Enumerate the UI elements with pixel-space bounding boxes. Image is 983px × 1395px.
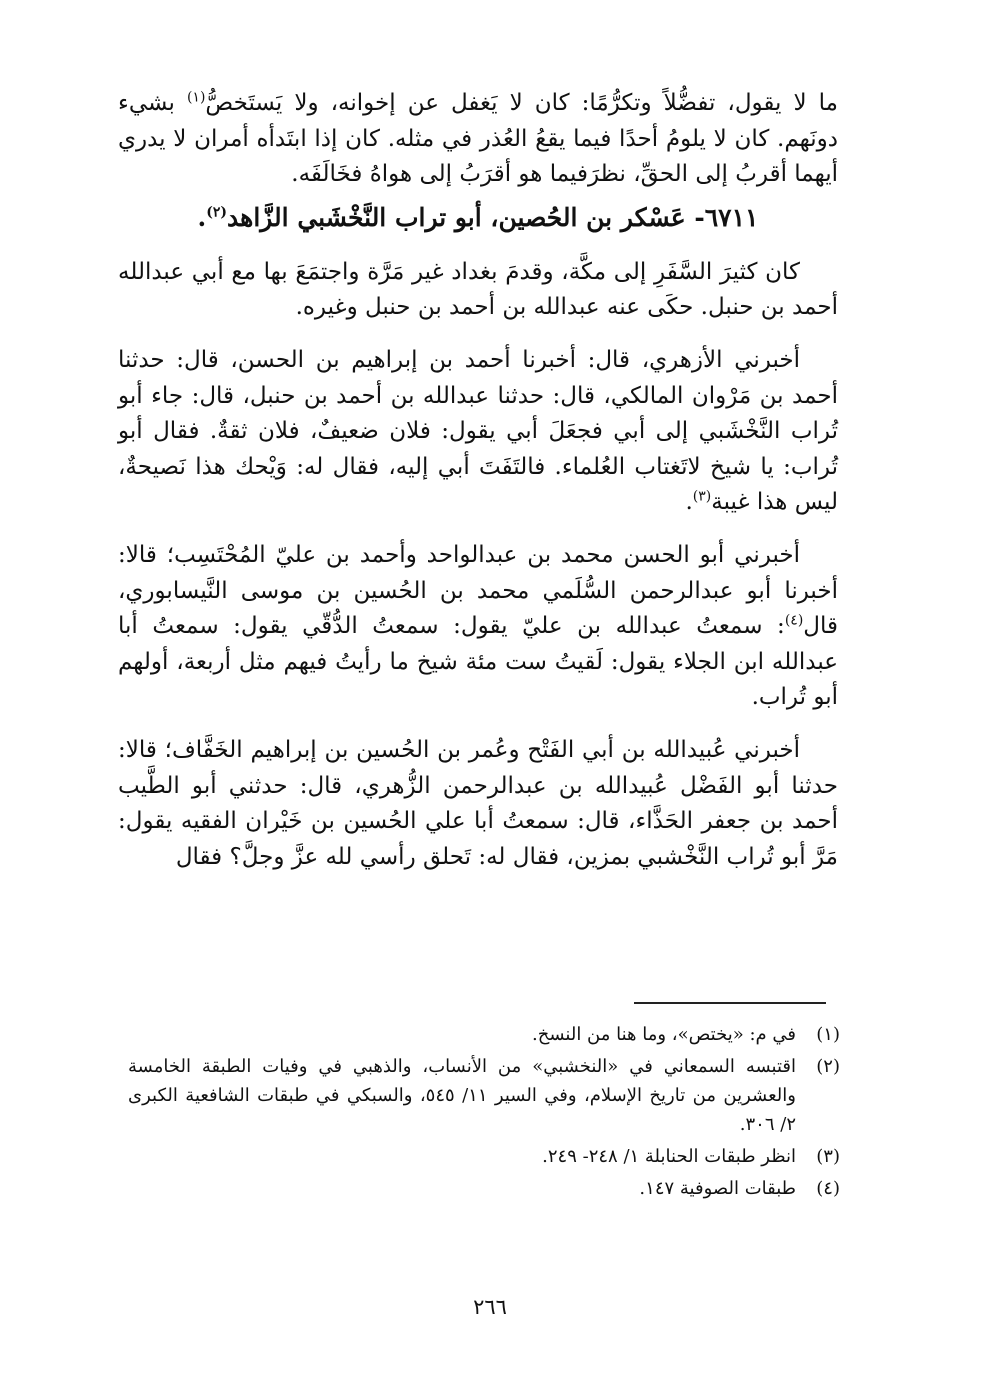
paragraph-4	[118, 538, 838, 716]
top-paragraph-rest: بشيء دونَهم. كان لا يلومُ أحدًا فيما يقعُ العُذر في مثله. كان إذا ابتَدأه أمران لا يدري أيهما أقربُ إلى الحقِّ، نظرَفيما هو أقرَبُ إلى هواهُ فخَالَفَه.	[118, 90, 838, 188]
footnote-2	[128, 1052, 840, 1139]
footnote-number: (٢)	[816, 1056, 840, 1077]
entry-title: ٦٧١١- عَسْكر بن الحُصين، أبو تراب النَّخْشَبي الزَّاهد$^{(٢)}$.	[197, 202, 759, 232]
footnote-ref-2: (٢)	[206, 204, 228, 221]
entry-title-text: ٦٧١١- عَسْكر بن الحُصين، أبو تراب النَّخْشَبي الزَّاهد	[227, 202, 759, 232]
footnote-ref-4: (٤)	[784, 612, 804, 629]
paragraph-4-text-a: أخبرني أبو الحسن محمد بن عبدالواحد وأحمد بن عليّ المُحْتَسِب؛ قالا: أخبرنا أبو عبدالرحمن السُّلَمي محمد بن الحُسين بن موسى النَّيسابوري، قال	[118, 541, 838, 640]
paragraph-3-text: أخبرني الأزهري، قال: أخبرنا أحمد بن إبراهيم بن الحسن، قال: حدثنا أحمد بن مَرْوان المالكي، قال: حدثنا عبدالله بن أحمد بن حنبل، قال: جاء أبو تُراب النَّخْشَبي إلى أبي فجعَلَ أبي يقول: فلان ضعيفٌ، فلان ثقةٌ. فقال أبو تُراب: يا شيخ لاتَغتاب العُلماء. فالتَفَتَ أبي إليه، فقال له: وَيْحك هذا نَصيحةٌ، ليس هذا غيبة	[118, 346, 838, 516]
top-paragraph-text: ما لا يقول، تفضُّلاً وتكرُّمًا: كان لا يَغفل عن إخوانه، ولا يَستَخصُّ	[205, 90, 838, 116]
paragraph-4-text-b: : سمعتُ عبدالله بن عليّ يقول: سمعتُ الدُّقّي يقول: سمعتُ أبا عبدالله ابن الجلاء يقول: لَقيتُ ست مئة شيخ ما رأيتُ فيهم مثل أربعة، أولهم أبو تُراب.	[118, 613, 838, 711]
paragraph-3: أخبرني الأزهري، قال: أخبرنا أحمد بن إبراهيم بن الحسن، قال: حدثنا أحمد بن مَرْوان المالكي، قال: حدثنا عبدالله بن أحمد بن حنبل، قال: جاء أبو تُراب النَّخْشَبي إلى أبي فجعَلَ أبي يقول: فلان ضعيفٌ، فلان ثقةٌ. فقال أبو تُراب: يا شيخ لاتَغتاب العُلماء. فالتَفَتَ أبي إليه، فقال له: وَيْحك هذا نَصيحةٌ، ليس هذا غيبة$^{(٣)}$.	[118, 346, 838, 516]
main-text	[118, 86, 838, 875]
page-number: ٢٦٦	[473, 1295, 507, 1319]
footnote-4	[128, 1174, 840, 1203]
paragraph-5: أخبرني عُبيدالله بن أبي الفَتْح وعُمر بن الحُسين بن إبراهيم الخَفَّاف؛ قالا: حدثنا أبو الفَضْل عُبيدالله بن عبدالرحمن الزُّهري، قال: حدثني أبو الطَّيب أحمد بن جعفر الحَذَّاء، قال: سمعتُ أبا علي الحُسين بن خَيْران الفقيه يقول: مَرَّ أبو تُراب النَّخْشبي بمزين، فقال له: تَحلق رأسي لله عزَّ وجلَّ؟ فقال	[118, 736, 838, 870]
footnote-text: انظر طبقات الحنابلة ١/ ٢٤٨- ٢٤٩.	[542, 1146, 796, 1167]
footnote-text: اقتبسه السمعاني في «النخشبي» من الأنساب، والذهبي في وفيات الطبقة الخامسة والعشرين من تاريخ الإسلام، وفي السير ١١/ ٥٤٥، والسبكي في طبقات الشافعية الكبرى ٢/ ٣٠٦.	[128, 1056, 796, 1135]
footnote-3	[128, 1142, 840, 1171]
paragraph-2: كان كثيرَ السَّفَرِ إلى مكَّة، وقدمَ بغداد غير مَرَّة واجتمَعَ بها مع أبي عبدالله أحمد بن حنبل. حكَى عنه عبدالله بن أحمد بن حنبل وغيره.	[118, 258, 838, 321]
footnote-ref-3: (٣)	[692, 488, 712, 505]
footnotes	[128, 1020, 840, 1206]
top-paragraph	[118, 86, 838, 193]
footnote-divider	[634, 1002, 826, 1004]
footnote-1	[128, 1020, 840, 1049]
footnote-number: (٣)	[816, 1146, 840, 1167]
footnote-text: في م: «يختص»، وما هنا من النسخ.	[532, 1024, 796, 1045]
footnote-number: (١)	[816, 1024, 840, 1045]
footnote-text: طبقات الصوفية ١٤٧.	[639, 1178, 796, 1199]
footnote-ref-1: (١)	[186, 89, 206, 106]
footnote-number: (٤)	[816, 1178, 840, 1199]
